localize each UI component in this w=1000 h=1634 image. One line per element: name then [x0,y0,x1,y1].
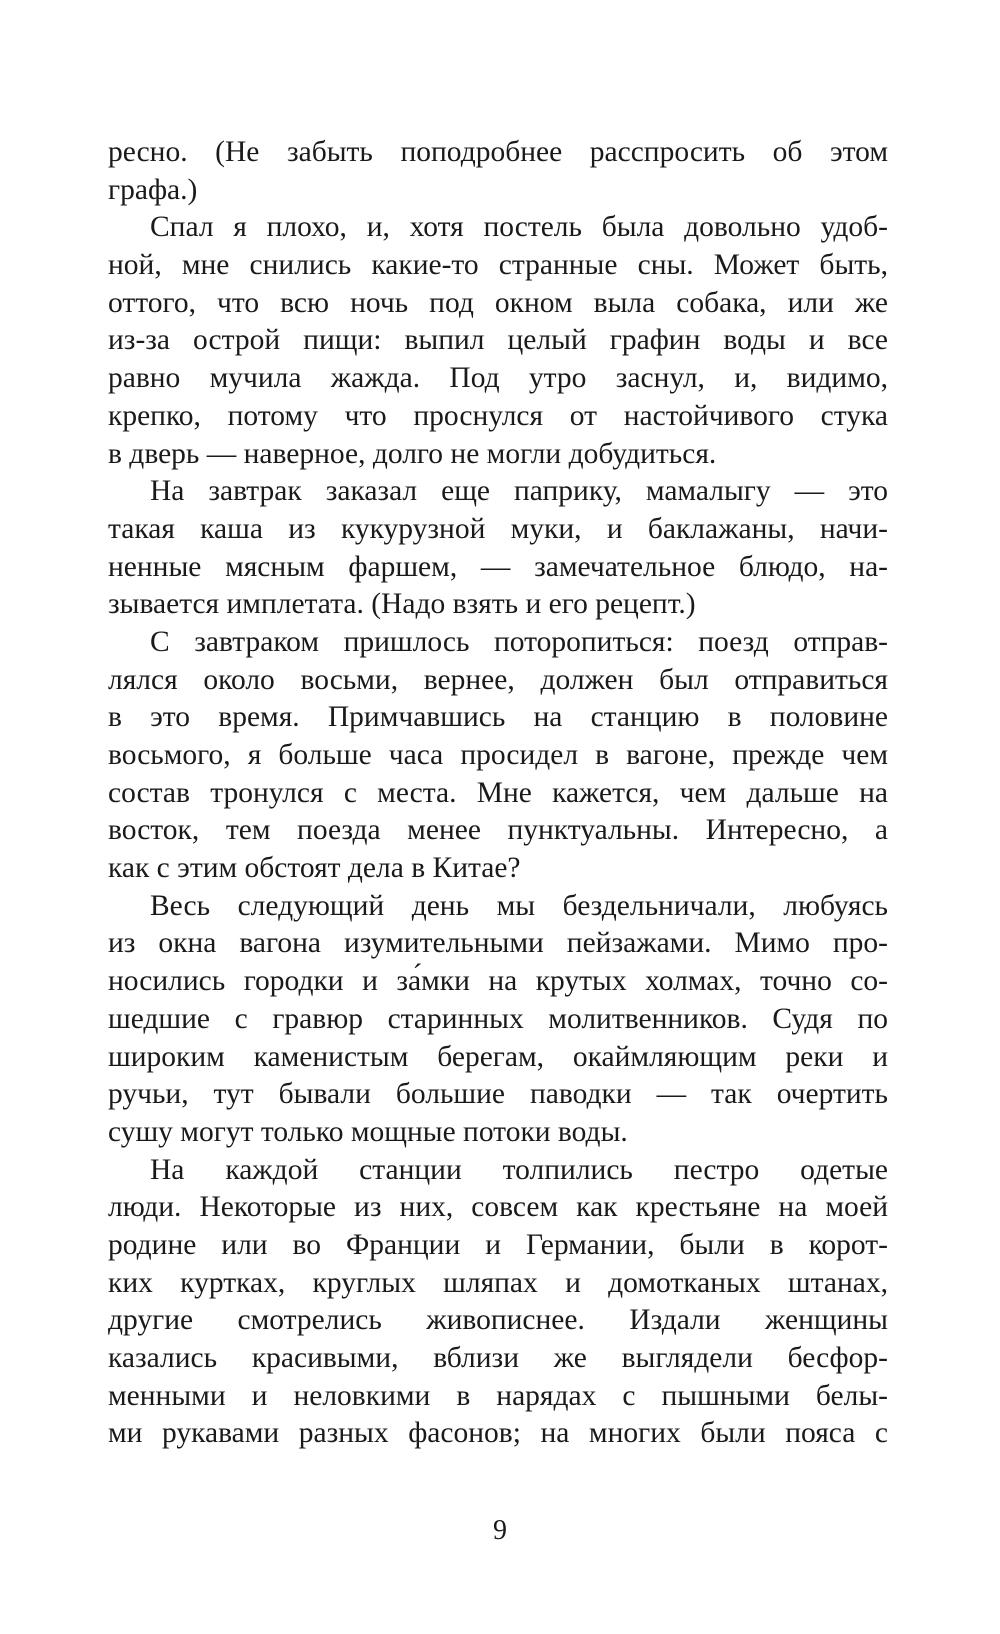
text-line: шедшие с гравюр старинных молитвенников. Судя по [108,1002,888,1035]
text-line: На каждой станции толпились пестро одетые [150,1153,888,1186]
text-line: состав тронулся с места. Мне кажется, чем дальше на [108,776,888,809]
text-line: люди. Некоторые из них, совсем как крестьяне на моей [108,1191,888,1224]
text-line: ручьи, тут бывали большие паводки — так очертить [108,1078,888,1111]
body-text [108,134,888,1453]
text-line: ми рукавами разных фасонов; на многих были пояса с [108,1417,888,1450]
text-line: лялся около восьми, вернее, должен был отправиться [108,663,888,696]
text-line: С завтраком пришлось поторопиться: поезд отправ- [150,625,888,658]
text-line: графа.) [108,173,198,206]
text-line: носились городки и за́мки на крутых холмах, точно со- [108,965,888,998]
text-line: широким каменистым берегам, окаймляющим реки и [108,1040,888,1073]
text-line: ких куртках, круглых шляпах и домотканых штанах, [108,1266,888,1299]
text-line: восьмого, я больше часа просидел в вагоне, прежде чем [108,739,888,771]
text-line: ресно. (Не забыть поподробнее расспросить об этом [108,136,888,168]
page-number: 9 [493,1515,507,1546]
text-line: такая каша из кукурузной муки, и баклажаны, начи- [108,512,888,545]
text-line: казались красивыми, вблизи же выглядели бесфор- [108,1342,888,1374]
text-line: в дверь — наверное, долго не могли добудиться. [108,437,717,470]
text-line: ной, мне снились какие-то странные сны. Может быть, [108,249,888,282]
text-line: равно мучила жажда. Под утро заснул, и, видимо, [108,362,888,395]
text-line: менными и неловкими в нарядах с пышными белы- [108,1379,888,1412]
text-line: из окна вагона изумительными пейзажами. Мимо про- [108,927,888,960]
text-line: другие смотрелись живописнее. Издали женщины [108,1304,888,1337]
text-line: в это время. Примчавшись на станцию в половине [108,701,888,734]
text-line: На завтрак заказал еще паприку, мамалыгу — это [150,475,888,508]
text-line: Весь следующий день мы бездельничали, любуясь [150,889,888,922]
text-line: ненные мясным фаршем, — замечательное блюдо, на- [108,550,888,583]
text-line: как с этим обстоят дела в Китае? [108,852,521,885]
text-line: сушу могут только мощные потоки воды. [108,1115,628,1148]
text-line: родине или во Франции и Германии, были в корот- [108,1228,888,1261]
text-line: зывается имплетата. (Надо взять и его рецепт.) [108,588,696,621]
text-line: Спал я плохо, и, хотя постель была довольно удоб- [150,211,888,244]
text-line: восток, тем поезда менее пунктуальны. Интересно, а [108,814,888,847]
text-line: из-за острой пищи: выпил целый графин воды и все [108,324,888,357]
text-line: оттого, что всю ночь под окном выла собака, или же [108,286,888,319]
text-line: крепко, потому что проснулся от настойчивого стука [108,399,888,432]
